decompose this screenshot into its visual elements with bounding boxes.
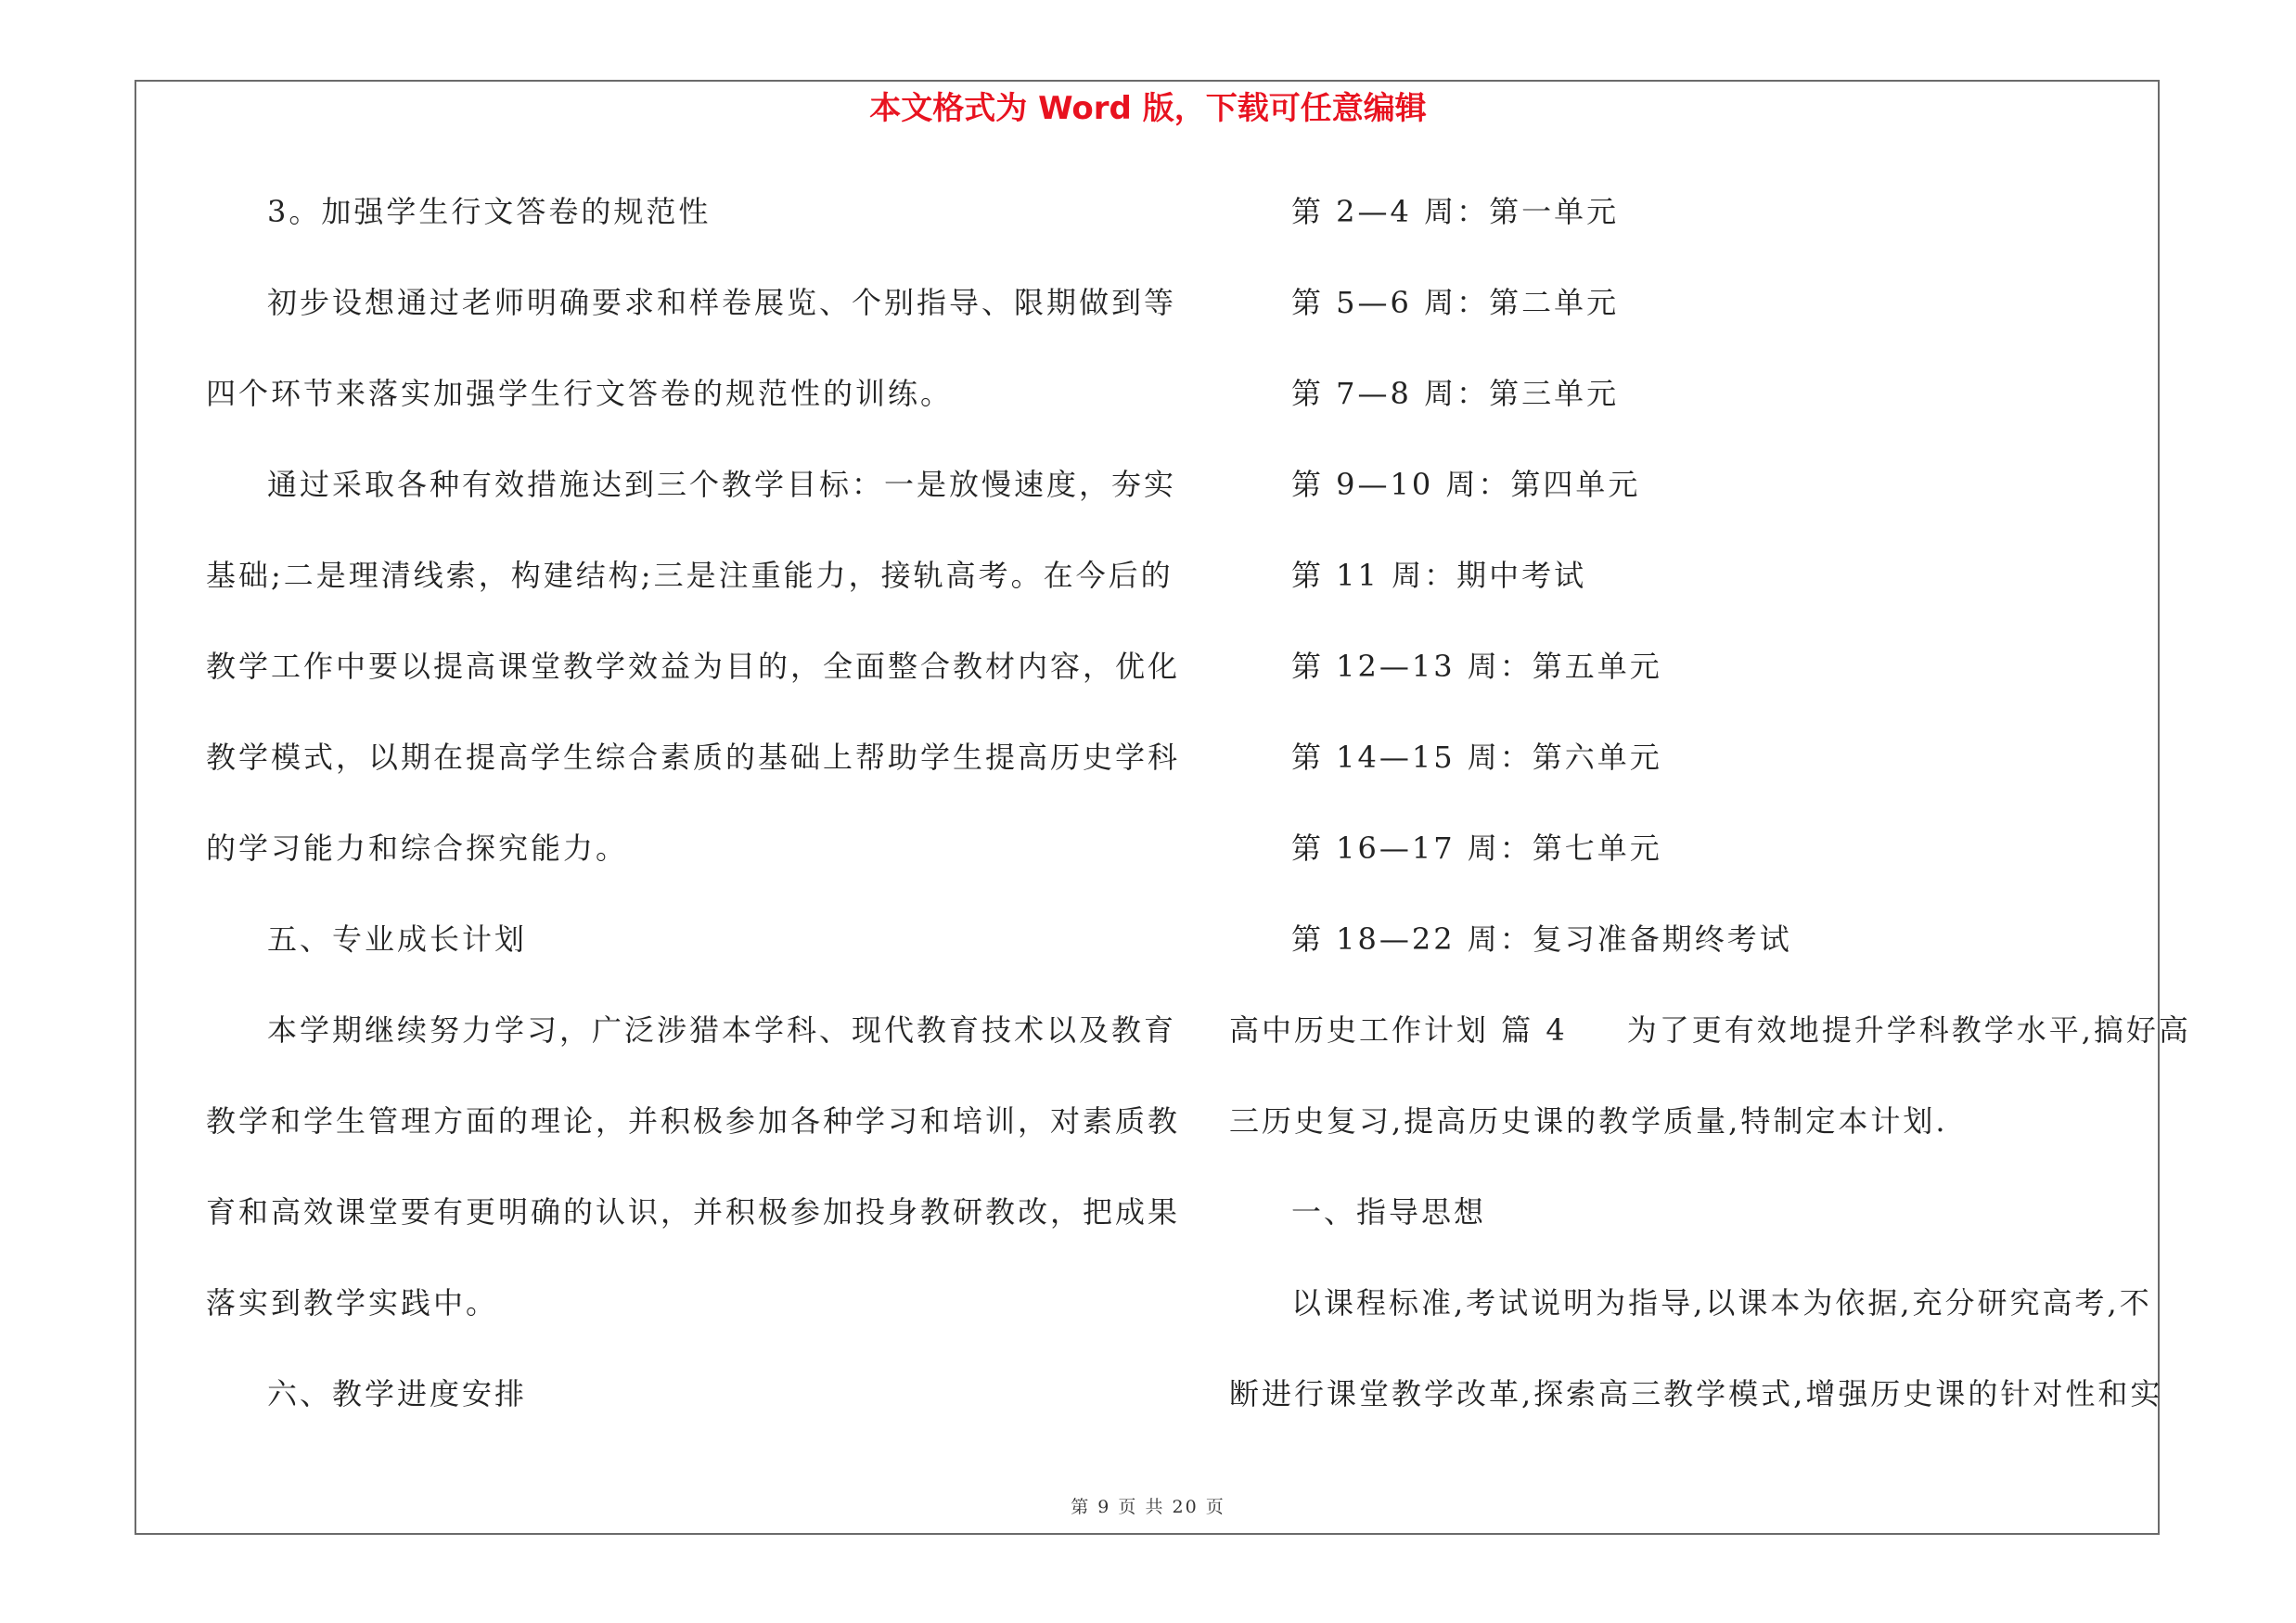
plan-title-line xyxy=(1229,1004,2191,1095)
schedule-item: 第 2—4 周：第一单元 xyxy=(1291,194,1620,229)
paragraph-line: 通过采取各种有效措施达到三个教学目标：一是放慢速度，夯实 xyxy=(267,467,1177,502)
paragraph-line: 三历史复习,提高历史课的教学质量,特制定本计划. xyxy=(1229,1103,1948,1139)
format-banner: 本文格式为 Word 版，下载可任意编辑 xyxy=(869,90,1427,127)
schedule-item: 第 7—8 周：第三单元 xyxy=(1291,376,1620,411)
section-heading: 六、教学进度安排 xyxy=(267,1376,528,1411)
paragraph-line: 初步设想通过老师明确要求和样卷展览、个别指导、限期做到等 xyxy=(267,285,1177,320)
plan-intro: 为了更有效地提升学科教学水平,搞好高 xyxy=(1626,1012,2191,1048)
paragraph-line: 基础;二是理清线索，构建结构;三是注重能力，接轨高考。在今后的 xyxy=(206,558,1174,593)
section-heading: 一、指导思想 xyxy=(1291,1194,1487,1230)
paragraph-line: 的学习能力和综合探究能力。 xyxy=(206,831,629,866)
schedule-item: 第 11 周：期中考试 xyxy=(1291,558,1587,593)
paragraph-line: 育和高效课堂要有更明确的认识，并积极参加投身教研教改，把成果 xyxy=(206,1194,1181,1230)
left-column xyxy=(206,186,1181,1459)
plan-title: 高中历史工作计划 篇 4 xyxy=(1229,1012,1568,1048)
section-heading: 五、专业成长计划 xyxy=(267,921,528,957)
schedule-item: 第 14—15 周：第六单元 xyxy=(1291,740,1662,775)
paragraph-line: 断进行课堂教学改革,探索高三教学模式,增强历史课的针对性和实 xyxy=(1229,1376,2163,1411)
schedule-item: 第 18—22 周：复习准备期终考试 xyxy=(1291,921,1792,957)
paragraph-line: 以课程标准,考试说明为指导,以课本为依据,充分研究高考,不 xyxy=(1291,1285,2152,1320)
schedule-item: 第 16—17 周：第七单元 xyxy=(1291,831,1662,866)
paragraph-line: 教学和学生管理方面的理论，并积极参加各种学习和培训，对素质教 xyxy=(206,1103,1181,1139)
right-column xyxy=(1229,186,2191,1459)
paragraph-line: 教学模式，以期在提高学生综合素质的基础上帮助学生提高历史学科 xyxy=(206,740,1181,775)
paragraph-line: 本学期继续努力学习，广泛涉猎本学科、现代教育技术以及教育 xyxy=(267,1012,1177,1048)
paragraph-line: 3。加强学生行文答卷的规范性 xyxy=(267,194,712,229)
paragraph-line: 教学工作中要以提高课堂教学效益为目的，全面整合教材内容，优化 xyxy=(206,649,1181,684)
paragraph-line: 落实到教学实践中。 xyxy=(206,1285,499,1320)
page-number: 第 9 页 共 20 页 xyxy=(1071,1497,1225,1517)
schedule-item: 第 12—13 周：第五单元 xyxy=(1291,649,1662,684)
paragraph-line: 四个环节来落实加强学生行文答卷的规范性的训练。 xyxy=(206,376,954,411)
schedule-item: 第 9—10 周：第四单元 xyxy=(1291,467,1641,502)
schedule-item: 第 5—6 周：第二单元 xyxy=(1291,285,1620,320)
